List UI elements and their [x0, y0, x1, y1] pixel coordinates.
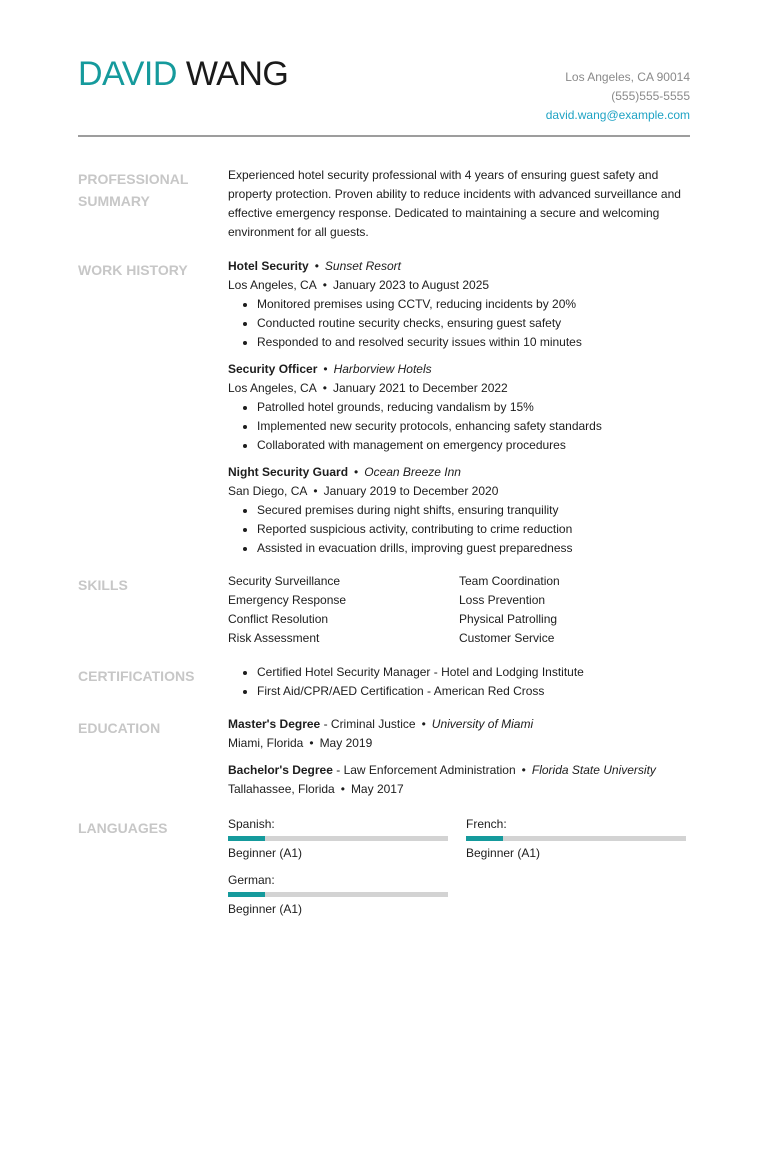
job-heading: [228, 360, 690, 379]
summary-text: Experienced hotel security professional with 4 years of ensuring guest safety and property protection. Proven ability to reduce incidents with advanced surveillance and effective emergency response. Dedicated to maintaining a secure and welcoming environment for all guests.: [228, 168, 681, 239]
resume-header: [78, 0, 690, 136]
contact-info: [546, 68, 690, 125]
skill-item: Team Coordination: [459, 574, 560, 588]
language-name: German:: [228, 873, 275, 887]
job-location: Los Angeles, CA: [228, 278, 317, 292]
skill-item: Physical Patrolling: [459, 612, 558, 626]
language-proficiency-bar: [466, 836, 686, 841]
job-title: Night Security Guard: [228, 465, 349, 479]
job-bullet: • Secured premises during night shifts, ensuring tranquility: [257, 501, 690, 520]
phone: (555)555-5555: [611, 89, 690, 103]
job-meta: [228, 276, 690, 295]
degree: Master's Degree: [228, 717, 321, 731]
language-proficiency-fill: [228, 836, 265, 841]
job-heading: [228, 463, 690, 482]
section-title-skills: SKILLS: [78, 577, 128, 593]
job-bullet: • Assisted in evacuation drills, improving guest preparedness: [257, 539, 690, 558]
job-bullet: • Collaborated with management on emergency procedures: [257, 436, 690, 455]
section-title-summary: PROFESSIONAL SUMMARY: [78, 171, 189, 209]
languages-section: [78, 815, 690, 925]
company-name: Harborview Hotels: [333, 362, 432, 376]
separator-dot: •: [314, 259, 319, 273]
skill-item: Customer Service: [459, 631, 555, 645]
job-bullets: [228, 398, 690, 455]
job-bullet: • Responded to and resolved security issues within 10 minutes: [257, 333, 690, 352]
graduation-date: May 2019: [319, 736, 373, 750]
degree: Bachelor's Degree: [228, 763, 333, 777]
language-proficiency-bar: [228, 836, 448, 841]
job-location: San Diego, CA: [228, 484, 308, 498]
job-bullet: • Conducted routine security checks, ensuring guest safety: [257, 314, 690, 333]
language-name: Spanish:: [228, 817, 275, 831]
certification-item: • Certified Hotel Security Manager - Hotel and Lodging Institute: [257, 663, 690, 682]
company-name: Ocean Breeze Inn: [364, 465, 461, 479]
education-meta: [228, 780, 690, 799]
education-entry: [228, 715, 690, 753]
language-item: [228, 815, 448, 863]
separator-dot: •: [313, 484, 318, 498]
job-bullet: • Implemented new security protocols, enhancing safety standards: [257, 417, 690, 436]
separator-dot: •: [323, 362, 328, 376]
certification-item: • First Aid/CPR/AED Certification - American Red Cross: [257, 682, 690, 701]
field-of-study: - Law Enforcement Administration: [332, 763, 516, 777]
education-list: [228, 715, 690, 807]
language-proficiency-fill: [466, 836, 503, 841]
job-bullets: [228, 295, 690, 352]
section-title-languages: LANGUAGES: [78, 820, 168, 836]
education-heading: [228, 761, 690, 780]
language-name: French:: [466, 817, 507, 831]
skill-item: Security Surveillance: [228, 574, 341, 588]
language-item: [466, 815, 686, 863]
skills-grid: [228, 572, 690, 648]
last-name: WANG: [185, 55, 289, 93]
address: Los Angeles, CA 90014: [565, 70, 690, 84]
school-location: Tallahassee, Florida: [228, 782, 335, 796]
job-entry: [228, 257, 690, 352]
section-title-certifications: CERTIFICATIONS: [78, 668, 195, 684]
job-heading: [228, 257, 690, 276]
languages-list: [228, 815, 690, 925]
skills-column-left: [228, 572, 459, 648]
separator-dot: •: [322, 278, 327, 292]
job-bullet: • Patrolled hotel grounds, reducing vandalism by 15%: [257, 398, 690, 417]
job-meta: [228, 379, 690, 398]
skills-column-right: [459, 572, 690, 648]
school-name: Florida State University: [531, 763, 656, 777]
skill-item: Conflict Resolution: [228, 612, 329, 626]
skill-item: Loss Prevention: [459, 593, 546, 607]
job-title: Hotel Security: [228, 259, 309, 273]
separator-dot: •: [421, 717, 426, 731]
job-dates: January 2021 to December 2022: [332, 381, 508, 395]
job-title: Security Officer: [228, 362, 318, 376]
first-name: DAVID: [78, 55, 177, 93]
job-bullets: [228, 501, 690, 558]
job-location: Los Angeles, CA: [228, 381, 317, 395]
language-proficiency-fill: [228, 892, 265, 897]
separator-dot: •: [322, 381, 327, 395]
language-level: Beginner (A1): [228, 846, 303, 860]
job-bullet: • Reported suspicious activity, contributing to crime reduction: [257, 520, 690, 539]
separator-dot: •: [340, 782, 345, 796]
language-level: Beginner (A1): [228, 902, 303, 916]
certification-bullets: [228, 663, 690, 701]
email-link[interactable]: david.wang@example.com: [545, 108, 690, 122]
field-of-study: - Criminal Justice: [320, 717, 416, 731]
school-name: University of Miami: [431, 717, 534, 731]
section-title-education: EDUCATION: [78, 720, 161, 736]
work-history-list: [228, 257, 690, 566]
candidate-name: [78, 54, 288, 94]
certifications-list: [228, 663, 690, 701]
separator-dot: •: [521, 763, 526, 777]
section-title-work-history: WORK HISTORY: [78, 262, 188, 278]
resume-page: [78, 0, 690, 916]
job-meta: [228, 482, 690, 501]
graduation-date: May 2017: [350, 782, 404, 796]
job-bullet: • Monitored premises using CCTV, reducing incidents by 20%: [257, 295, 690, 314]
job-entry: [228, 463, 690, 558]
language-level: Beginner (A1): [466, 846, 541, 860]
job-dates: January 2023 to August 2025: [332, 278, 490, 292]
skill-item: Emergency Response: [228, 593, 347, 607]
separator-dot: •: [354, 465, 359, 479]
education-heading: [228, 715, 690, 734]
job-entry: [228, 360, 690, 455]
company-name: Sunset Resort: [324, 259, 401, 273]
job-dates: January 2019 to December 2020: [323, 484, 499, 498]
language-item: [228, 871, 448, 919]
education-meta: [228, 734, 690, 753]
separator-dot: •: [309, 736, 314, 750]
language-proficiency-bar: [228, 892, 448, 897]
header-divider: [78, 135, 690, 137]
skill-item: Risk Assessment: [228, 631, 320, 645]
school-location: Miami, Florida: [228, 736, 304, 750]
education-entry: [228, 761, 690, 799]
